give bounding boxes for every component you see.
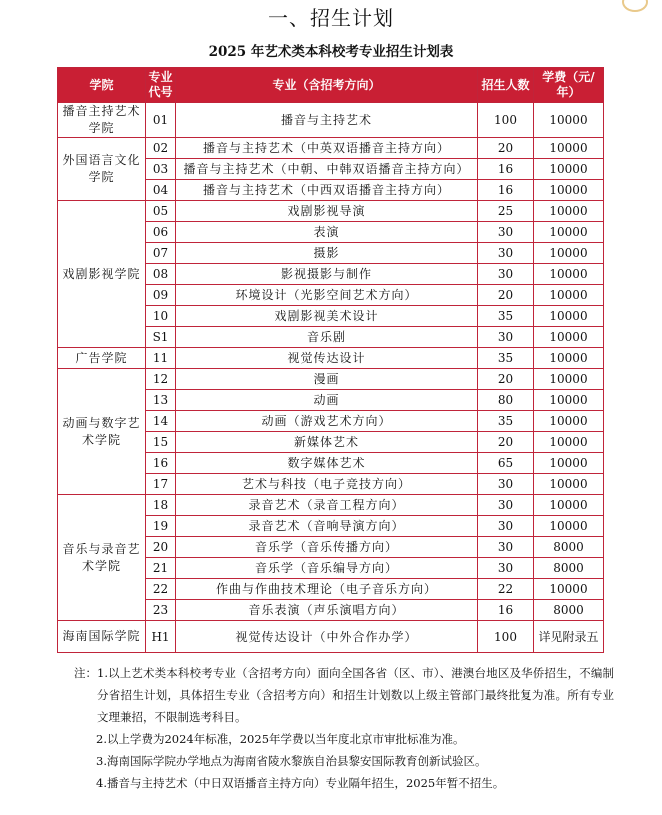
- table-row: [58, 495, 604, 516]
- college-cell: 广告学院: [58, 348, 146, 369]
- quota-cell: 65: [478, 453, 534, 474]
- table-title: 2025 年艺术类本科校考专业招生计划表: [208, 44, 454, 60]
- major-cell: 影视摄影与制作: [176, 264, 478, 285]
- college-cell: 戏剧影视学院: [58, 201, 146, 348]
- major-cell: 表演: [176, 222, 478, 243]
- major-cell: 数字媒体艺术: [176, 453, 478, 474]
- quota-cell: 30: [478, 327, 534, 348]
- quota-cell: 20: [478, 369, 534, 390]
- header-major: 专业（含招考方向）: [176, 68, 478, 103]
- tuition-cell: 8000: [534, 537, 604, 558]
- major-cell: 视觉传达设计（中外合作办学）: [176, 621, 478, 653]
- code-cell: 10: [146, 306, 176, 327]
- major-cell: 漫画: [176, 369, 478, 390]
- quota-cell: 30: [478, 537, 534, 558]
- tuition-cell: 10000: [534, 516, 604, 537]
- code-cell: 15: [146, 432, 176, 453]
- tuition-cell: 10000: [534, 306, 604, 327]
- quota-cell: 30: [478, 222, 534, 243]
- tuition-cell: 10000: [534, 411, 604, 432]
- tuition-cell: 10000: [534, 243, 604, 264]
- tuition-cell: 10000: [534, 348, 604, 369]
- code-cell: 01: [146, 103, 176, 138]
- code-cell: 13: [146, 390, 176, 411]
- code-cell: 21: [146, 558, 176, 579]
- major-cell: 视觉传达设计: [176, 348, 478, 369]
- table-row: [58, 348, 604, 369]
- table-body: [58, 103, 604, 653]
- major-cell: 播音与主持艺术: [176, 103, 478, 138]
- quota-cell: 16: [478, 600, 534, 621]
- tuition-cell: 10000: [534, 327, 604, 348]
- code-cell: 03: [146, 159, 176, 180]
- code-cell: 16: [146, 453, 176, 474]
- tuition-cell: 10000: [534, 453, 604, 474]
- code-cell: 12: [146, 369, 176, 390]
- quota-cell: 30: [478, 474, 534, 495]
- tuition-cell: 8000: [534, 558, 604, 579]
- quota-cell: 30: [478, 516, 534, 537]
- major-cell: 播音与主持艺术（中英双语播音主持方向）: [176, 138, 478, 159]
- major-cell: 音乐学（音乐传播方向）: [176, 537, 478, 558]
- table-header-row: [58, 68, 604, 103]
- quota-cell: 20: [478, 432, 534, 453]
- note-item: 2.以上学费为2024年标准，2025年学费以当年度北京市审批标准为准。: [96, 732, 465, 746]
- quota-cell: 100: [478, 103, 534, 138]
- header-tuition: 学费（元/年）: [534, 68, 604, 103]
- tuition-cell: 10000: [534, 159, 604, 180]
- code-cell: 14: [146, 411, 176, 432]
- college-cell: 海南国际学院: [58, 621, 146, 653]
- major-cell: 音乐表演（声乐演唱方向）: [176, 600, 478, 621]
- quota-cell: 100: [478, 621, 534, 653]
- enrollment-plan-table: [57, 67, 604, 653]
- college-cell: 动画与数字艺术学院: [58, 369, 146, 495]
- code-cell: 06: [146, 222, 176, 243]
- note-item: [74, 662, 614, 728]
- notes: [74, 662, 614, 794]
- code-cell: 18: [146, 495, 176, 516]
- major-cell: 录音艺术（录音工程方向）: [176, 495, 478, 516]
- header-college: 学院: [58, 68, 146, 103]
- major-cell: 作曲与作曲技术理论（电子音乐方向）: [176, 579, 478, 600]
- code-cell: 20: [146, 537, 176, 558]
- code-cell: S1: [146, 327, 176, 348]
- note-text: 1.以上艺术类本科校考专业（含招考方向）面向全国各省（区、市）、港澳台地区及华侨招生，不编制分省招生计划，具体招生专业（含招考方向）和招生计划数以上级主管部门最终批复为准。所有专业文理兼招，不限制选考科目。: [97, 666, 614, 724]
- quota-cell: 80: [478, 390, 534, 411]
- table-row: [58, 621, 604, 653]
- major-cell: 环境设计（光影空间艺术方向）: [176, 285, 478, 306]
- tuition-cell: 10000: [534, 138, 604, 159]
- code-cell: 19: [146, 516, 176, 537]
- major-cell: 新媒体艺术: [176, 432, 478, 453]
- quota-cell: 16: [478, 180, 534, 201]
- quota-cell: 35: [478, 411, 534, 432]
- note-item: 3.海南国际学院办学地点为海南省陵水黎族自治县黎安国际教育创新试验区。: [96, 754, 487, 768]
- college-cell: 外国语言文化学院: [58, 138, 146, 201]
- quota-cell: 30: [478, 558, 534, 579]
- quota-cell: 16: [478, 159, 534, 180]
- major-cell: 摄影: [176, 243, 478, 264]
- tuition-cell: 10000: [534, 474, 604, 495]
- quota-cell: 22: [478, 579, 534, 600]
- code-cell: 04: [146, 180, 176, 201]
- major-cell: 戏剧影视美术设计: [176, 306, 478, 327]
- tuition-cell: 10000: [534, 390, 604, 411]
- quota-cell: 20: [478, 285, 534, 306]
- table-row: [58, 138, 604, 159]
- major-cell: 音乐学（音乐编导方向）: [176, 558, 478, 579]
- code-cell: 11: [146, 348, 176, 369]
- tuition-cell: 10000: [534, 180, 604, 201]
- quota-cell: 30: [478, 243, 534, 264]
- tuition-cell: 10000: [534, 369, 604, 390]
- code-cell: 23: [146, 600, 176, 621]
- major-cell: 戏剧影视导演: [176, 201, 478, 222]
- code-cell: 05: [146, 201, 176, 222]
- header-quota: 招生人数: [478, 68, 534, 103]
- table-row: [58, 201, 604, 222]
- quota-cell: 35: [478, 306, 534, 327]
- major-cell: 播音与主持艺术（中朝、中韩双语播音主持方向）: [176, 159, 478, 180]
- college-cell: 播音主持艺术学院: [58, 103, 146, 138]
- code-cell: 02: [146, 138, 176, 159]
- tuition-cell: 详见附录五: [534, 621, 604, 653]
- table-row: [58, 103, 604, 138]
- major-cell: 录音艺术（音响导演方向）: [176, 516, 478, 537]
- tuition-cell: 10000: [534, 201, 604, 222]
- tuition-cell: 10000: [534, 495, 604, 516]
- major-cell: 艺术与科技（电子竞技方向）: [176, 474, 478, 495]
- quota-cell: 25: [478, 201, 534, 222]
- major-cell: 动画: [176, 390, 478, 411]
- header-code: 专业代号: [146, 68, 176, 103]
- quota-cell: 30: [478, 495, 534, 516]
- code-cell: 08: [146, 264, 176, 285]
- tuition-cell: 10000: [534, 103, 604, 138]
- table-row: [58, 369, 604, 390]
- tuition-cell: 8000: [534, 600, 604, 621]
- notes-prefix: 注：: [74, 666, 97, 680]
- code-cell: 09: [146, 285, 176, 306]
- tuition-cell: 10000: [534, 579, 604, 600]
- major-cell: 动画（游戏艺术方向）: [176, 411, 478, 432]
- code-cell: 17: [146, 474, 176, 495]
- quota-cell: 30: [478, 264, 534, 285]
- tuition-cell: 10000: [534, 285, 604, 306]
- tuition-cell: 10000: [534, 222, 604, 243]
- quota-cell: 35: [478, 348, 534, 369]
- major-cell: 音乐剧: [176, 327, 478, 348]
- major-cell: 播音与主持艺术（中西双语播音主持方向）: [176, 180, 478, 201]
- code-cell: 07: [146, 243, 176, 264]
- tuition-cell: 10000: [534, 432, 604, 453]
- section-heading: 一、招生计划: [268, 6, 394, 30]
- code-cell: 22: [146, 579, 176, 600]
- note-item: 4.播音与主持艺术（中日双语播音主持方向）专业隔年招生，2025年暂不招生。: [96, 776, 505, 790]
- tuition-cell: 10000: [534, 264, 604, 285]
- college-cell: 音乐与录音艺术学院: [58, 495, 146, 621]
- code-cell: H1: [146, 621, 176, 653]
- quota-cell: 20: [478, 138, 534, 159]
